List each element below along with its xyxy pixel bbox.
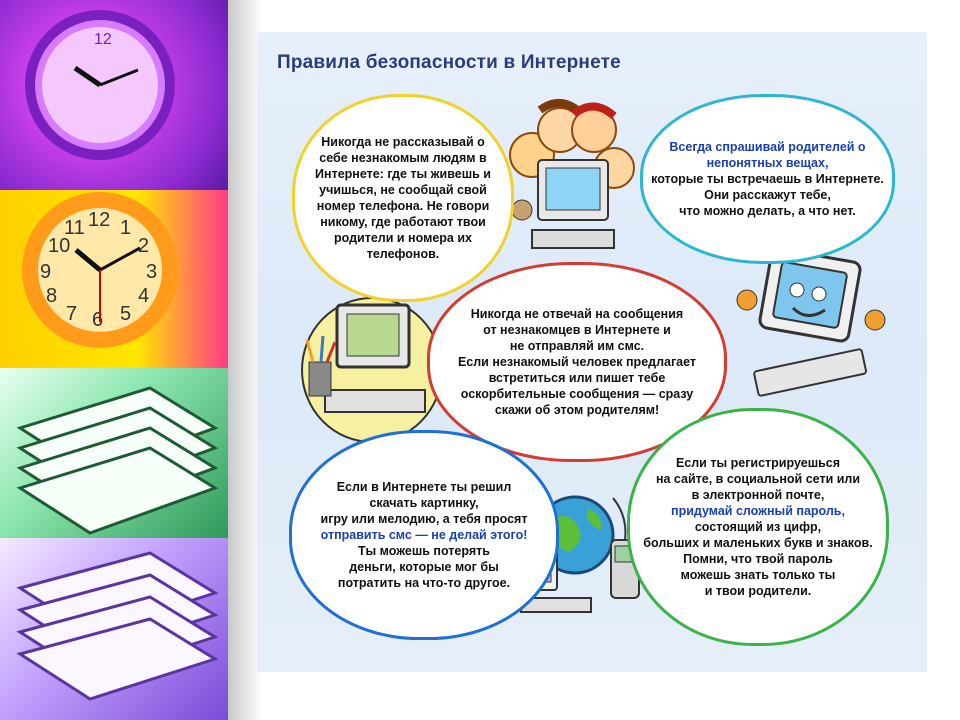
svg-text:5: 5 — [120, 303, 132, 325]
rule-text: никому, где работают твои — [320, 215, 486, 229]
rule-line — [315, 166, 491, 182]
rule-line — [643, 583, 872, 599]
rule-text-personal-info — [315, 134, 491, 262]
rule-line — [458, 402, 696, 418]
rule-line — [458, 306, 696, 322]
rule-line — [315, 150, 491, 166]
rule-text: что можно делать, а что нет. — [679, 204, 856, 218]
rule-line — [321, 543, 528, 559]
svg-text:3: 3 — [146, 261, 158, 283]
rule-highlight-text: отправить смс — не делай этого! — [320, 528, 528, 542]
rule-text: Если незнакомый человек предлагает — [457, 355, 697, 369]
rule-line — [321, 575, 528, 591]
rule-text: которые ты встречаешь в Интернете. — [651, 172, 884, 186]
rule-text: себе незнакомым людям в — [319, 151, 487, 165]
rule-text-strangers — [458, 306, 696, 418]
rule-text: родители и номера их — [334, 231, 472, 245]
rule-text: можешь знать только ты — [680, 568, 836, 582]
rule-line — [315, 134, 491, 150]
rule-text-password — [643, 455, 872, 599]
rule-line — [643, 471, 872, 487]
decor-strip — [0, 0, 228, 720]
rule-line — [315, 214, 491, 230]
rule-line — [651, 139, 884, 155]
rule-line — [315, 230, 491, 246]
rule-text: Интернете: где ты живешь и — [315, 167, 491, 181]
safety-poster — [257, 32, 927, 672]
clock-photo-orange — [0, 190, 228, 368]
rule-line — [643, 455, 872, 471]
rule-text: в электронной почте, — [691, 488, 825, 502]
clock-icon — [0, 190, 228, 368]
svg-text:12: 12 — [88, 209, 111, 231]
rule-line — [651, 187, 884, 203]
svg-text:6: 6 — [92, 309, 104, 331]
rule-highlight-text: непонятных вещах, — [706, 156, 829, 170]
rule-line — [458, 386, 696, 402]
rule-line — [321, 527, 528, 543]
paper-stack-photo-violet — [0, 538, 228, 720]
svg-text:1: 1 — [120, 217, 132, 239]
rule-text: Если ты регистрируешься — [675, 456, 841, 470]
rule-text: встретиться или пишет тебе — [488, 371, 666, 385]
rule-text-sms-downloads — [321, 479, 528, 591]
rule-text: учишься, не сообщай свой — [319, 183, 487, 197]
rule-text: деньги, которые мог бы — [349, 560, 499, 574]
rule-cloud-ask-parents — [640, 94, 895, 264]
rule-text: от незнакомцев в Интернете и — [483, 323, 671, 337]
paper-stack-icon — [0, 538, 228, 720]
rule-line — [643, 567, 872, 583]
rule-line — [321, 495, 528, 511]
rule-line — [458, 322, 696, 338]
rule-text: скачать картинку, — [369, 496, 479, 510]
rule-text: Ты можешь потерять — [358, 544, 490, 558]
rule-text: и твои родители. — [704, 584, 812, 598]
rule-line — [458, 338, 696, 354]
rule-text: Помни, что твой пароль — [683, 552, 833, 566]
clock-photo-purple — [0, 0, 228, 190]
rule-line — [321, 559, 528, 575]
rule-text: Они расскажут тебе, — [704, 188, 831, 202]
svg-text:8: 8 — [46, 285, 58, 307]
rule-text: Никогда не рассказывай о — [321, 135, 485, 149]
rule-cloud-sms-downloads — [289, 430, 559, 640]
rule-line — [643, 551, 872, 567]
rule-text: телефонов. — [366, 247, 440, 261]
svg-text:4: 4 — [138, 285, 150, 307]
rule-line — [458, 370, 696, 386]
rule-text-ask-parents — [651, 139, 884, 219]
clock-icon — [0, 0, 228, 190]
rule-text: больших и маленьких букв и знаков. — [643, 536, 873, 550]
rule-line — [651, 203, 884, 219]
svg-text:11: 11 — [64, 217, 85, 239]
rule-line — [321, 511, 528, 527]
svg-text:9: 9 — [40, 261, 52, 283]
svg-text:2: 2 — [138, 235, 150, 257]
svg-text:10: 10 — [48, 235, 71, 257]
paper-stack-photo-green — [0, 368, 228, 538]
rule-line — [643, 535, 872, 551]
svg-text:7: 7 — [66, 303, 78, 325]
rule-line — [651, 155, 884, 171]
rule-line — [643, 519, 872, 535]
rule-line — [643, 487, 872, 503]
rule-line — [643, 503, 872, 519]
smiling-monitor-icon — [735, 250, 895, 400]
rule-text: Никогда не отвечай на сообщения — [470, 307, 684, 321]
rule-highlight-text: Всегда спрашивай родителей о — [669, 140, 866, 154]
rule-cloud-personal-info — [292, 94, 514, 302]
rule-line — [651, 171, 884, 187]
kids-computer-icon — [502, 90, 637, 270]
rule-text: игру или мелодию, а тебя просят — [320, 512, 528, 526]
rule-text: потратить на что-то другое. — [337, 576, 511, 590]
rule-text: номер телефона. Не говори — [316, 199, 490, 213]
rule-line — [315, 198, 491, 214]
rule-line — [315, 182, 491, 198]
rule-highlight-text: придумай сложный пароль, — [671, 504, 845, 518]
rule-line — [315, 246, 491, 262]
rule-cloud-password — [627, 408, 889, 646]
rule-line — [321, 479, 528, 495]
rule-text: Если в Интернете ты решил — [336, 480, 512, 494]
poster-title: Правила безопасности в Интернете — [277, 52, 621, 73]
svg-text:12: 12 — [94, 31, 112, 48]
rule-text: скажи об этом родителям! — [494, 403, 660, 417]
rule-line — [458, 354, 696, 370]
rule-text: не отправляй им смс. — [509, 339, 645, 353]
rule-text: оскорбительные сообщения — сразу — [460, 387, 694, 401]
rule-text: на сайте, в социальной сети или — [655, 472, 861, 486]
rule-text: состоящий из цифр, — [694, 520, 822, 534]
paper-stack-icon — [0, 368, 228, 538]
